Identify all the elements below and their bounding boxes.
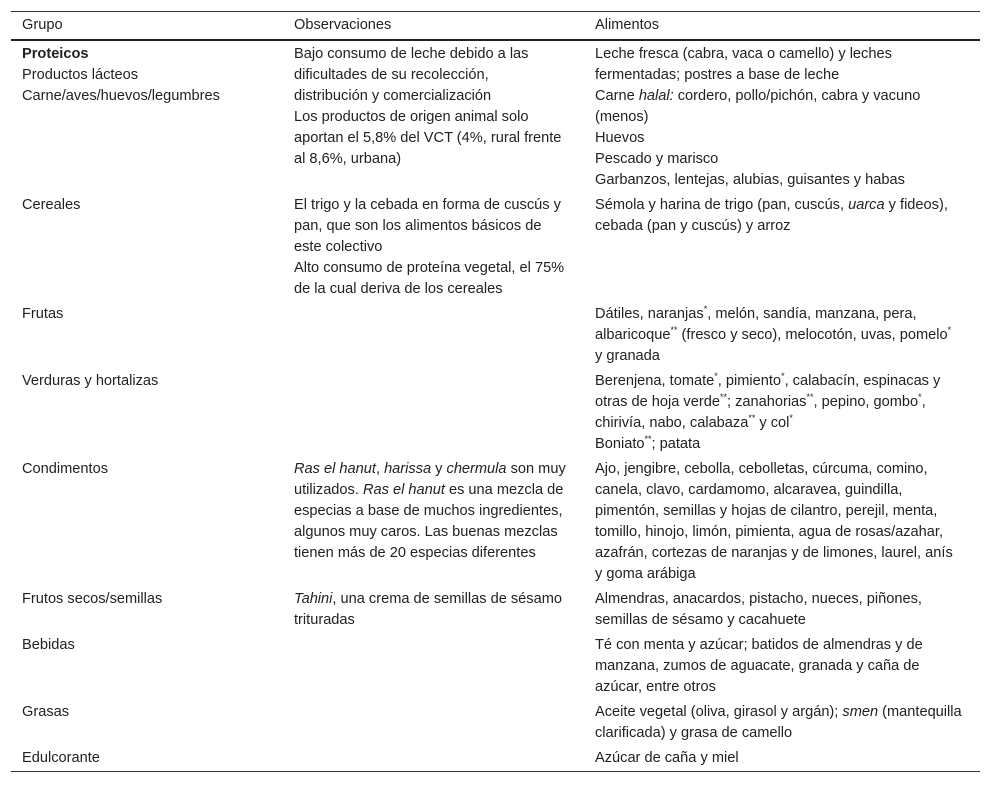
cell-text: Bebidas [22, 637, 75, 653]
cell-line [595, 304, 962, 367]
emphasized-text: halal: [638, 88, 674, 104]
observations-cell [283, 369, 584, 457]
table-header-row [11, 12, 980, 41]
observations-cell [283, 302, 584, 369]
cell-line [22, 44, 265, 65]
cell-line [22, 748, 265, 769]
table-row [11, 40, 980, 193]
table-row [11, 700, 980, 746]
foods-cell [584, 193, 980, 302]
cell-text: y granada [595, 348, 660, 364]
cell-text: Ajo, jengibre, cebolla, cebolletas, cúrcuma, comino, canela, clavo, cardamomo, alcaravea, guindilla, pimentón, semillas y hojas de cilantro, perejil, menta, tomillo, hinojo, limón, pimienta, agua de rosas/azahar, azafrán, cortezas de naranjas y de limones, laurel, anís y goma arábiga [595, 461, 953, 582]
cell-text: , una crema de semillas de sésamo trituradas [294, 591, 562, 628]
cell-text: son muy utilizados. [294, 461, 566, 498]
group-cell [11, 40, 283, 193]
observations-cell [283, 587, 584, 633]
cell-text: es una mezcla de especias a base de muchos ingredientes, algunos muy caros. Las buenas mezclas tienen más de 20 especias diferentes [294, 482, 564, 561]
foods-cell [584, 746, 980, 772]
cell-line [595, 635, 962, 698]
cell-line [595, 149, 962, 170]
foods-cell [584, 587, 980, 633]
cell-text: Frutas [22, 306, 64, 322]
cell-line [595, 434, 962, 455]
cell-text: Los productos de origen animal solo aportan el 5,8% del VCT (4%, rural frente al 8,6%, urbana) [294, 109, 562, 167]
cell-line [595, 589, 962, 631]
cell-text: Azúcar de caña y miel [595, 750, 739, 766]
emphasized-text: Ras el hanut [294, 461, 376, 477]
cell-text: (mantequilla clarificada) y grasa de camello [595, 704, 962, 741]
cell-text: Sémola y harina de trigo (pan, cuscús, [595, 197, 849, 213]
cell-line [22, 86, 265, 107]
cell-line [294, 44, 566, 107]
foods-cell [584, 633, 980, 700]
cell-line [595, 128, 962, 149]
footnote-marker: * [781, 371, 785, 381]
foods-cell [584, 457, 980, 587]
header-observaciones: Observaciones [294, 17, 392, 33]
footnote-marker: ** [644, 434, 652, 444]
cell-line [595, 459, 962, 585]
footnote-marker: ** [748, 413, 756, 423]
observations-cell [283, 193, 584, 302]
footnote-marker: ** [806, 392, 814, 402]
footnote-marker: * [789, 413, 793, 423]
emphasized-text: Proteicos [22, 46, 89, 62]
cell-line [595, 44, 962, 86]
cell-line [294, 258, 566, 300]
cell-line [22, 702, 265, 723]
cell-text: El trigo y la cebada en forma de cuscús y pan, que son los alimentos básicos de este colectivo [294, 197, 561, 255]
cell-text: Té con menta y azúcar; batidos de almendras y de manzana, zumos de aguacate, granada y caña de azúcar, entre otros [595, 637, 923, 695]
cell-line [294, 459, 566, 564]
emphasized-text: chermula [446, 461, 507, 477]
cell-text: , melón, sandía, manzana, pera, albaricoque [595, 306, 917, 343]
cell-line [22, 589, 265, 610]
cell-text: Frutos secos/semillas [22, 591, 163, 607]
cell-text: Berenjena, tomate [595, 373, 715, 389]
cell-text: Condimentos [22, 461, 108, 477]
cell-text: Boniato [595, 436, 645, 452]
cell-text: Garbanzos, lentejas, alubias, guisantes y habas [595, 172, 905, 188]
cell-text: , [375, 461, 385, 477]
cell-line [595, 702, 962, 744]
footnote-marker: * [918, 392, 922, 402]
table-row [11, 193, 980, 302]
emphasized-text: uarca [848, 197, 885, 213]
cell-text: Pescado y marisco [595, 151, 719, 167]
footnote-marker: * [947, 325, 952, 335]
group-cell [11, 369, 283, 457]
cell-line [595, 748, 962, 769]
food-groups-table [11, 11, 980, 772]
cell-text: (fresco y seco), melocotón, uvas, pomelo [677, 327, 948, 343]
cell-text: Leche fresca (cabra, vaca o camello) y leches fermentadas; postres a base de leche [595, 46, 892, 83]
observations-cell [283, 700, 584, 746]
emphasized-text: smen [842, 704, 879, 720]
cell-line [595, 86, 962, 128]
cell-text: Aceite vegetal (oliva, girasol y argán); [595, 704, 843, 720]
footnote-marker: ** [719, 392, 727, 402]
cell-text: Huevos [595, 130, 645, 146]
table-row [11, 587, 980, 633]
foods-cell [584, 369, 980, 457]
cell-text: ; patata [651, 436, 701, 452]
cell-text: Carne [595, 88, 639, 104]
footnote-marker: * [703, 304, 708, 314]
cell-text: Productos lácteos [22, 67, 139, 83]
cell-text: Grasas [22, 704, 70, 720]
table-row [11, 369, 980, 457]
table-row [11, 746, 980, 772]
footnote-marker: ** [670, 325, 678, 335]
group-cell [11, 302, 283, 369]
cell-text: y col [755, 415, 790, 431]
cell-text: Verduras y hortalizas [22, 373, 159, 389]
observations-cell [283, 40, 584, 193]
emphasized-text: Ras el hanut [362, 482, 445, 498]
cell-line [22, 304, 265, 325]
cell-text: Alto consumo de proteína vegetal, el 75% de la cual deriva de los cereales [294, 260, 565, 297]
group-cell [11, 700, 283, 746]
cell-line [22, 371, 265, 392]
emphasized-text: harissa [384, 461, 432, 477]
cell-line [22, 459, 265, 480]
group-cell [11, 457, 283, 587]
emphasized-text: Tahini [294, 591, 333, 607]
cell-text: Dátiles, naranjas [595, 306, 704, 322]
cell-line [294, 589, 566, 631]
cell-text: Carne/aves/huevos/legumbres [22, 88, 220, 104]
cell-line [294, 107, 566, 170]
cell-line [595, 195, 962, 237]
foods-cell [584, 700, 980, 746]
group-cell [11, 746, 283, 772]
foods-cell [584, 40, 980, 193]
footnote-marker: * [714, 371, 718, 381]
cell-text: , chirivía, nabo, calabaza [595, 394, 926, 431]
cell-text: y fideos), cebada (pan y cuscús) y arroz [595, 197, 948, 234]
cell-text: Cereales [22, 197, 81, 213]
cell-text: , pepino, gombo [813, 394, 919, 410]
cell-text: , calabacín, espinacas y otras de hoja verde [595, 373, 941, 410]
cell-line [22, 65, 265, 86]
cell-text: Edulcorante [22, 750, 100, 766]
cell-line [22, 635, 265, 656]
table-row [11, 457, 980, 587]
group-cell [11, 633, 283, 700]
cell-text: Bajo consumo de leche debido a las dificultades de su recolección, distribución y comercialización [294, 46, 529, 104]
table-row [11, 302, 980, 369]
observations-cell [283, 746, 584, 772]
cell-text: y [431, 461, 447, 477]
observations-cell [283, 457, 584, 587]
header-grupo: Grupo [22, 17, 63, 33]
foods-cell [584, 302, 980, 369]
observations-cell [283, 633, 584, 700]
cell-line [595, 371, 962, 434]
cell-text: Almendras, anacardos, pistacho, nueces, piñones, semillas de sésamo y cacahuete [595, 591, 922, 628]
header-alimentos: Alimentos [595, 17, 660, 33]
cell-line [294, 195, 566, 258]
cell-line [595, 170, 962, 191]
cell-line [22, 195, 265, 216]
table-row [11, 633, 980, 700]
cell-text: ; zanahorias [726, 394, 807, 410]
cell-text: cordero, pollo/pichón, cabra y vacuno (menos) [595, 88, 921, 125]
cell-text: , pimiento [717, 373, 782, 389]
group-cell [11, 587, 283, 633]
table-body [11, 40, 980, 772]
group-cell [11, 193, 283, 302]
